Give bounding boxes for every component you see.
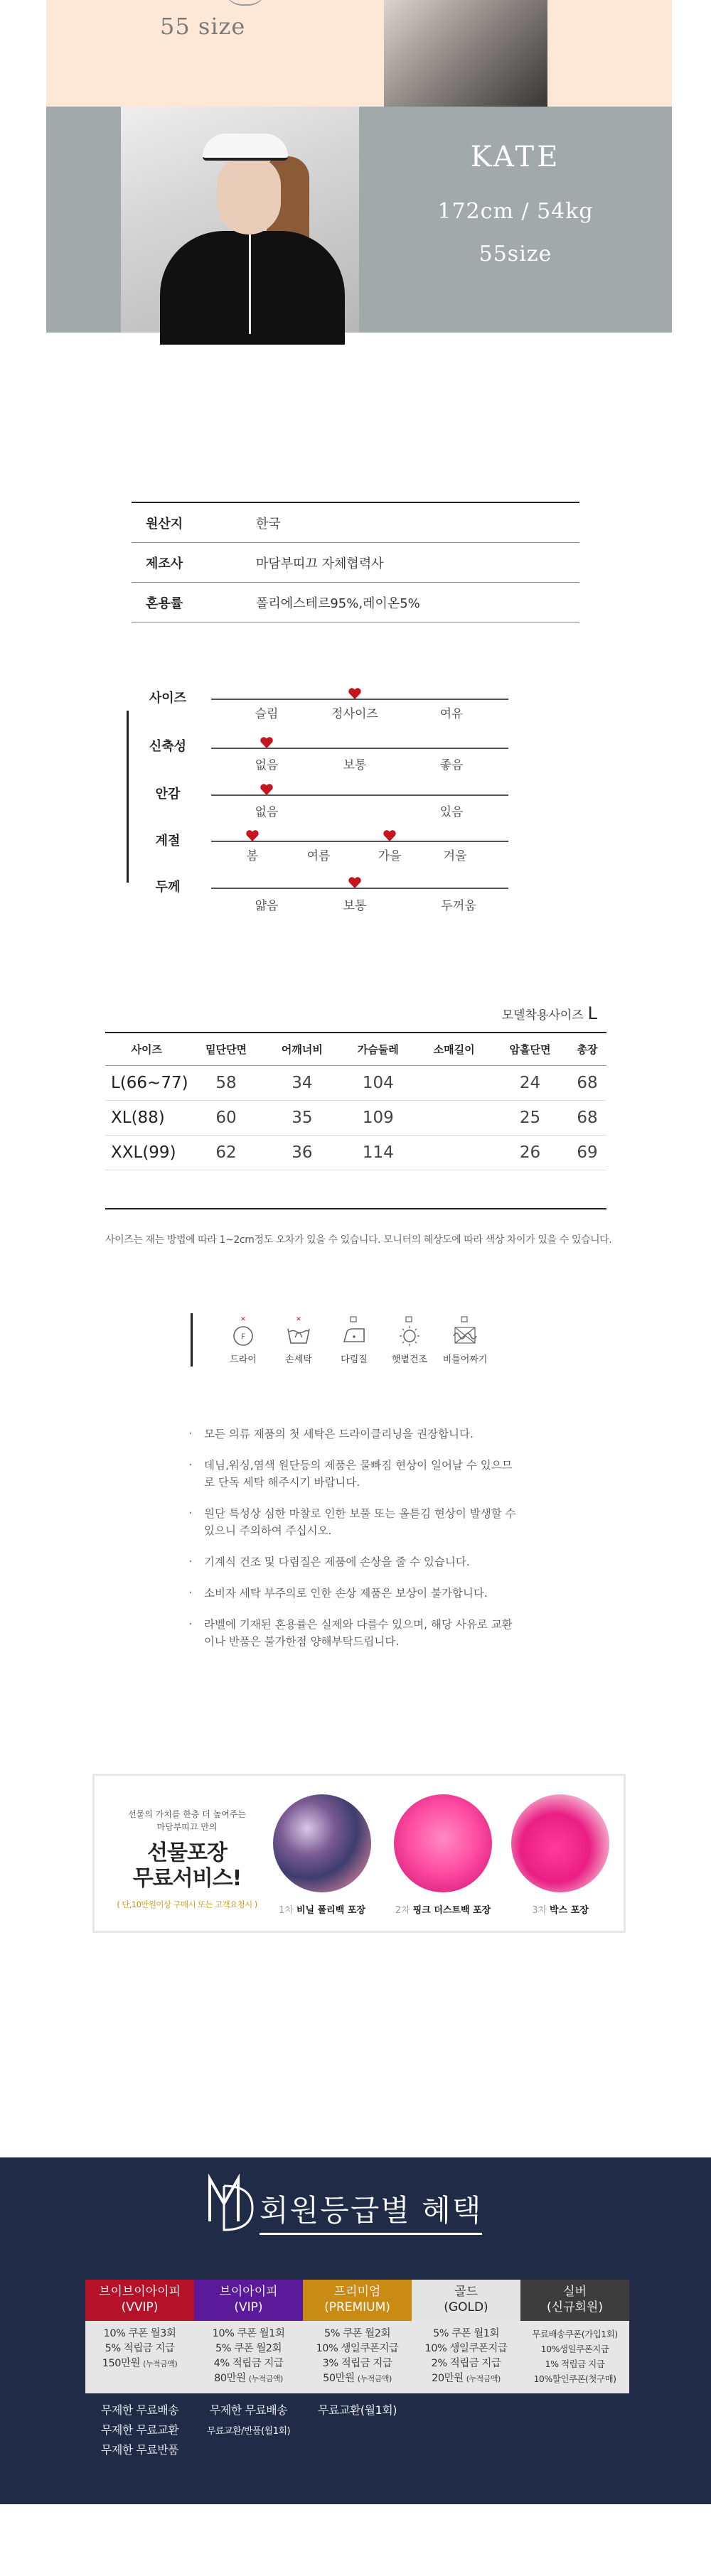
wash-item-dry bbox=[215, 1315, 272, 1365]
benefit-line: 5% 쿠폰 월1회 bbox=[433, 2328, 499, 2339]
attr-option: 없음 bbox=[255, 805, 279, 819]
model-size-value: L bbox=[587, 1003, 597, 1023]
gift-wrap-banner bbox=[92, 1774, 626, 1933]
size-cell: XXL(99) bbox=[105, 1135, 188, 1170]
heart-marker-icon bbox=[348, 876, 362, 889]
size-cell: 58 bbox=[188, 1065, 264, 1100]
tier-benefits bbox=[85, 2321, 194, 2393]
size-cell: 24 bbox=[492, 1065, 568, 1100]
attr-option: 봄 bbox=[246, 849, 259, 863]
membership-title: 회원등급별 혜택 bbox=[260, 2187, 482, 2235]
attribute-accent-bar bbox=[127, 711, 129, 883]
wash-item-iron bbox=[326, 1315, 383, 1365]
info-value: 한국 bbox=[256, 516, 281, 532]
gift-package-2 bbox=[386, 1794, 500, 1916]
package-name: 핑크 더스트백 포장 bbox=[412, 1905, 491, 1916]
size-table-divider bbox=[105, 1208, 606, 1209]
tier-premium bbox=[303, 2280, 412, 2420]
extra-line: 무제한 무료반품 bbox=[100, 2443, 179, 2457]
tier-benefits bbox=[194, 2321, 303, 2393]
model-name: KATE bbox=[470, 141, 561, 173]
attr-option: 없음 bbox=[255, 758, 279, 772]
gift-intro-line: 선물의 가치를 한층 더 높여주는 bbox=[128, 1809, 246, 1819]
size-table bbox=[105, 1032, 606, 1170]
list-item: · 원단 특성상 심한 마찰로 인한 보풀 또는 올튿김 현상이 발생할 수 있으니 주의하여 주십시오. bbox=[188, 1505, 523, 1539]
benefit-suffix: (누적금액) bbox=[466, 2374, 501, 2383]
size-cell: L(66~77) bbox=[105, 1065, 188, 1100]
package-photo-poly-bag bbox=[273, 1794, 371, 1892]
size-cell: 34 bbox=[264, 1065, 340, 1100]
size-disclaimer: 사이즈는 재는 방법에 따라 1~2cm정도 오차가 있을 수 있습니다. 모니터의 해상도에 따라 색상 차이가 있을 수 있습니다. bbox=[105, 1234, 612, 1246]
table-row bbox=[105, 1065, 606, 1100]
model-size: 55size bbox=[479, 242, 552, 266]
tier-gold bbox=[412, 2280, 520, 2393]
tier-name: 프리미엄 bbox=[333, 2285, 381, 2299]
attr-label-thickness: 두께 bbox=[155, 880, 181, 895]
attr-option: 좋음 bbox=[439, 758, 464, 772]
size-cell bbox=[416, 1065, 492, 1100]
benefit-line: 10% 쿠폰 월3회 bbox=[103, 2328, 176, 2339]
heart-marker-icon bbox=[260, 783, 274, 796]
gift-condition: ( 단,10만원이상 구매시 또는 고객요청시 ) bbox=[117, 1899, 257, 1909]
attr-option: 겨울 bbox=[443, 849, 467, 863]
product-info-table bbox=[132, 502, 579, 623]
benefit-line: 5% 쿠폰 월2회 bbox=[215, 2343, 282, 2354]
size-col-header: 어깨너비 bbox=[264, 1033, 340, 1065]
extra-line: 무료교환(월1회) bbox=[318, 2403, 397, 2417]
tier-sub: (VIP) bbox=[234, 2300, 263, 2314]
info-row-material bbox=[132, 583, 579, 623]
attr-option: 슬림 bbox=[255, 707, 279, 721]
size-col-header: 소매길이 bbox=[416, 1033, 492, 1065]
benefit-line: 50만원 bbox=[323, 2373, 355, 2384]
model-panel-first bbox=[46, 0, 672, 107]
tier-sub: (PREMIUM) bbox=[324, 2300, 390, 2314]
benefit-line: 150만원 bbox=[102, 2358, 140, 2369]
attr-label-stretch: 신축성 bbox=[149, 739, 187, 754]
size-cell: XL(88) bbox=[105, 1100, 188, 1135]
size-cell: 25 bbox=[492, 1100, 568, 1135]
md-logo-icon bbox=[203, 2172, 260, 2233]
size-cell: 36 bbox=[264, 1135, 340, 1170]
attr-option: 여유 bbox=[439, 707, 464, 721]
list-item: · 소비자 세탁 부주의로 인한 손상 제품은 보상이 불가합니다. bbox=[188, 1585, 523, 1602]
tier-sub: (GOLD) bbox=[444, 2300, 488, 2314]
benefit-suffix: (누적금액) bbox=[248, 2374, 283, 2383]
package-step: 1차 bbox=[279, 1905, 294, 1916]
care-notes-list bbox=[188, 1426, 523, 1664]
wash-item-wring bbox=[437, 1315, 493, 1365]
tier-extras bbox=[85, 2400, 194, 2460]
gift-intro bbox=[102, 1776, 272, 1931]
table-row bbox=[105, 1100, 606, 1135]
model-height-weight: 172cm / 54kg bbox=[437, 199, 594, 224]
tier-benefits bbox=[520, 2321, 629, 2393]
attr-option: 가을 bbox=[378, 849, 402, 863]
info-key: 원산지 bbox=[146, 516, 183, 532]
no-wring-icon bbox=[451, 1315, 479, 1347]
list-item: · 모든 의류 제품의 첫 세탁은 드라이클리닝을 권장합니다. bbox=[188, 1426, 523, 1443]
attr-scale-line bbox=[211, 794, 508, 796]
package-photo-box bbox=[511, 1794, 609, 1892]
model-photo-first bbox=[384, 0, 547, 107]
model-size-label: 모델착용사이즈 bbox=[501, 1008, 584, 1023]
attr-option: 보통 bbox=[343, 899, 367, 913]
benefit-line: 80만원 bbox=[214, 2373, 246, 2384]
package-step: 2차 bbox=[395, 1905, 410, 1916]
hand-wash-icon bbox=[284, 1315, 313, 1347]
tier-sub: (VVIP) bbox=[121, 2300, 159, 2314]
extra-line: 무료교환/반품(월1회) bbox=[206, 2426, 291, 2437]
wash-label: 햇볕건조 bbox=[391, 1354, 428, 1365]
heart-marker-icon bbox=[260, 736, 274, 749]
size-col-header: 사이즈 bbox=[105, 1033, 188, 1065]
tier-extras bbox=[303, 2400, 412, 2420]
size-cell: 68 bbox=[568, 1065, 606, 1100]
dry-clean-icon bbox=[229, 1315, 257, 1347]
gift-title: 무료서비스! bbox=[132, 1866, 242, 1891]
gift-intro-line: 마담부띠끄 만의 bbox=[156, 1822, 218, 1832]
benefit-line: 10% 쿠폰 월1회 bbox=[212, 2328, 285, 2339]
benefit-line: 3% 적립금 지급 bbox=[322, 2358, 392, 2369]
size-col-header: 밑단단면 bbox=[188, 1033, 264, 1065]
benefit-line: 20만원 bbox=[432, 2373, 464, 2384]
benefit-line: 무료배송쿠폰(가입1회) bbox=[532, 2329, 618, 2339]
tier-vip bbox=[194, 2280, 303, 2442]
heart-marker-icon bbox=[348, 687, 362, 700]
tier-name: 실버 bbox=[563, 2285, 587, 2299]
tier-sub: (신규회원) bbox=[547, 2300, 603, 2314]
tier-name: 브이아이피 bbox=[219, 2285, 278, 2299]
list-item: · 기계식 건조 및 다림질은 제품에 손상을 줄 수 있습니다. bbox=[188, 1553, 523, 1570]
attr-option: 보통 bbox=[343, 758, 367, 772]
benefit-line: 1% 적립금 지급 bbox=[545, 2359, 605, 2369]
cropped-text-fragment bbox=[224, 0, 267, 6]
size-cell: 114 bbox=[340, 1135, 416, 1170]
extra-line: 무제한 무료배송 bbox=[100, 2403, 179, 2417]
model-panel-second bbox=[46, 107, 672, 333]
size-cell bbox=[416, 1100, 492, 1135]
size-cell: 62 bbox=[188, 1135, 264, 1170]
extra-line: 무제한 무료배송 bbox=[209, 2403, 288, 2417]
wash-label: 손세탁 bbox=[285, 1354, 312, 1365]
benefit-suffix: (누적금액) bbox=[143, 2359, 178, 2368]
size-table-header bbox=[105, 1033, 606, 1065]
svg-text:F: F bbox=[240, 1332, 246, 1342]
size-cell: 35 bbox=[264, 1100, 340, 1135]
info-value: 마담부띠끄 자체협력사 bbox=[256, 556, 384, 571]
heart-marker-icon bbox=[245, 829, 260, 842]
membership-section bbox=[0, 2157, 711, 2504]
iron-icon bbox=[340, 1315, 368, 1347]
wash-accent-bar bbox=[191, 1313, 193, 1367]
benefit-line: 5% 쿠폰 월2회 bbox=[324, 2328, 390, 2339]
size-cell: 60 bbox=[188, 1100, 264, 1135]
tier-silver bbox=[520, 2280, 629, 2393]
sun-dry-icon bbox=[395, 1315, 424, 1347]
wash-label: 드라이 bbox=[230, 1354, 257, 1365]
list-item: · 데님,워싱,염색 원단등의 제품은 물빠짐 현상이 일어날 수 있으므로 단독 세탁 해주시기 바랍니다. bbox=[188, 1457, 523, 1491]
wash-label: 다림질 bbox=[341, 1354, 368, 1365]
benefit-line: 10% 생일쿠폰지급 bbox=[424, 2343, 508, 2354]
benefit-line: 10%생일쿠폰지급 bbox=[540, 2344, 609, 2354]
info-key: 혼용률 bbox=[146, 596, 183, 611]
model-photo-second bbox=[121, 107, 359, 333]
size-cell bbox=[416, 1135, 492, 1170]
attr-label-size: 사이즈 bbox=[149, 691, 187, 706]
heart-marker-icon bbox=[383, 829, 397, 842]
attr-label-lining: 안감 bbox=[155, 787, 181, 802]
model-size-caption bbox=[491, 1003, 597, 1023]
info-key: 제조사 bbox=[146, 556, 183, 571]
benefit-line: 10% 생일쿠폰지급 bbox=[316, 2343, 399, 2354]
model-first-size: 55 size bbox=[160, 13, 246, 40]
tier-header bbox=[85, 2280, 194, 2321]
attr-option: 정사이즈 bbox=[331, 707, 378, 721]
size-cell: 68 bbox=[568, 1100, 606, 1135]
size-cell: 104 bbox=[340, 1065, 416, 1100]
svg-text:✕: ✕ bbox=[296, 1316, 301, 1323]
tier-header bbox=[194, 2280, 303, 2321]
attr-scale-line bbox=[211, 748, 508, 749]
gift-title: 선물포장 bbox=[147, 1841, 227, 1865]
tier-header bbox=[412, 2280, 520, 2321]
size-cell: 109 bbox=[340, 1100, 416, 1135]
tier-benefits bbox=[412, 2321, 520, 2393]
gift-package-1 bbox=[265, 1794, 379, 1916]
attr-option: 얇음 bbox=[255, 899, 279, 913]
package-name: 비닐 폴리백 포장 bbox=[296, 1905, 365, 1916]
tier-extras bbox=[194, 2400, 303, 2442]
tier-benefits bbox=[303, 2321, 412, 2393]
wash-item-sun bbox=[381, 1315, 438, 1365]
benefit-line: 5% 적립금 지급 bbox=[105, 2343, 175, 2354]
attr-option: 있음 bbox=[439, 805, 464, 819]
gift-package-3 bbox=[503, 1794, 617, 1916]
size-col-header: 암홀단면 bbox=[492, 1033, 568, 1065]
attr-option: 두꺼움 bbox=[441, 899, 476, 913]
list-item: · 라벨에 기재된 혼용률은 실제와 다를수 있으며, 해당 사유로 교환이나 반품은 불가한점 양해부탁드립니다. bbox=[188, 1616, 523, 1650]
package-step: 3차 bbox=[532, 1905, 547, 1916]
attr-option: 여름 bbox=[306, 849, 331, 863]
benefit-line: 2% 적립금 지급 bbox=[431, 2358, 501, 2369]
size-col-header: 가슴둘레 bbox=[340, 1033, 416, 1065]
info-row-maker bbox=[132, 543, 579, 583]
package-name: 박스 포장 bbox=[550, 1905, 589, 1916]
tier-name: 브이브이아이피 bbox=[99, 2285, 181, 2299]
benefit-line: 4% 적립금 지급 bbox=[213, 2358, 284, 2369]
tier-name: 골드 bbox=[454, 2285, 478, 2299]
size-col-header: 총장 bbox=[568, 1033, 606, 1065]
size-cell: 26 bbox=[492, 1135, 568, 1170]
info-row-origin bbox=[132, 503, 579, 543]
benefit-suffix: (누적금액) bbox=[357, 2374, 392, 2383]
tier-vvip bbox=[85, 2280, 194, 2460]
tier-header bbox=[520, 2280, 629, 2321]
svg-text:✕: ✕ bbox=[240, 1316, 246, 1323]
tier-header bbox=[303, 2280, 412, 2321]
size-cell: 69 bbox=[568, 1135, 606, 1170]
benefit-line: 10%할인쿠폰(첫구매) bbox=[533, 2373, 616, 2384]
attr-label-season: 계절 bbox=[155, 834, 181, 848]
wash-item-hand bbox=[270, 1315, 327, 1365]
table-row bbox=[105, 1135, 606, 1170]
info-value: 폴리에스테르95%,레이온5% bbox=[256, 596, 420, 611]
package-photo-pink-bag bbox=[394, 1794, 492, 1892]
extra-line: 무제한 무료교환 bbox=[100, 2423, 179, 2437]
wash-label: 비틀어짜기 bbox=[442, 1354, 488, 1365]
